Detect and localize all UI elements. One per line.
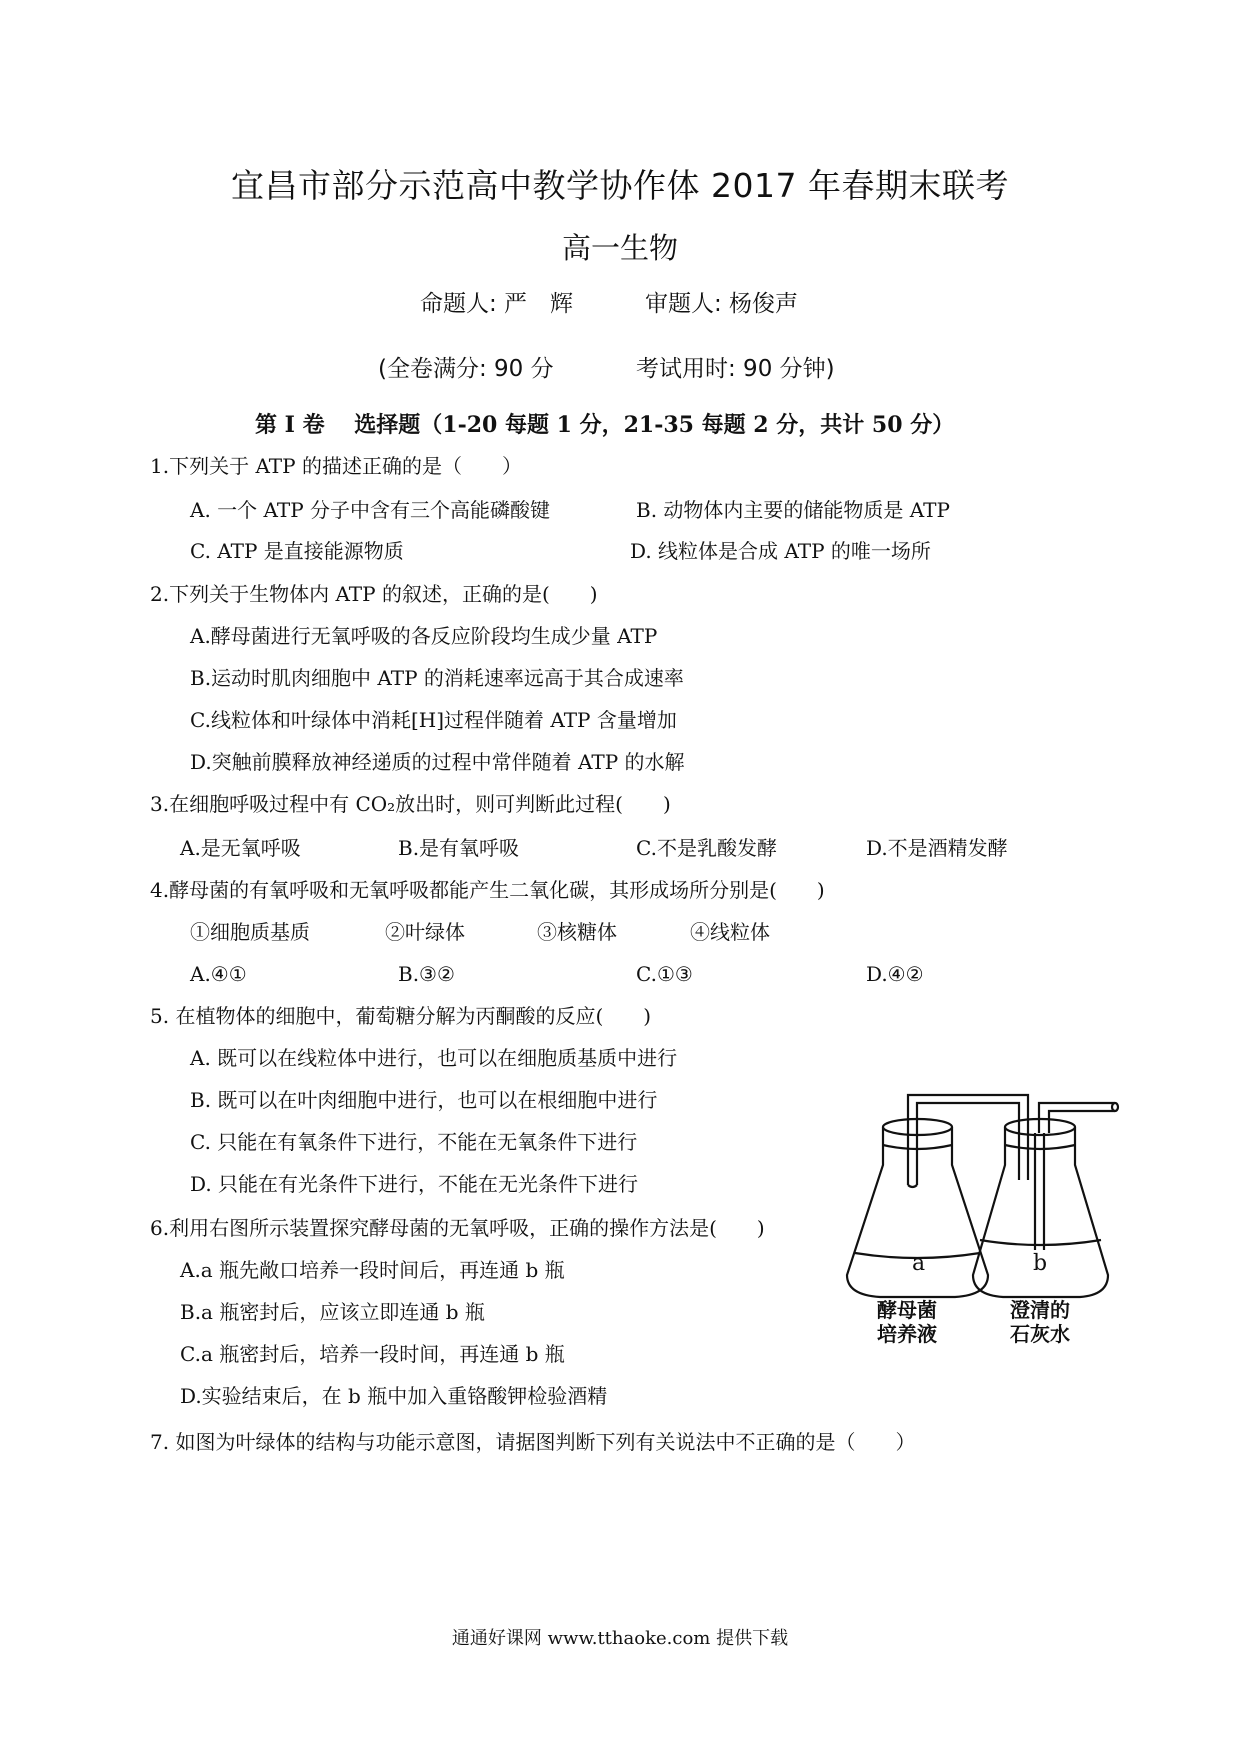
- q4-item-4: ④线粒体: [690, 920, 770, 944]
- fermentation-apparatus-figure: [835, 1085, 1125, 1345]
- connecting-tube: [908, 1095, 1028, 1133]
- q5-option-c: C. 只能在有氧条件下进行，不能在无氧条件下进行: [190, 1130, 638, 1154]
- time-info: 考试用时: 90 分钟): [636, 356, 835, 382]
- question-3-stem: 3.在细胞呼吸过程中有 CO₂放出时，则可判断此过程( ): [150, 792, 671, 816]
- outlet-tube: [1039, 1103, 1115, 1133]
- q5-option-d: D. 只能在有光条件下进行，不能在无光条件下进行: [190, 1172, 639, 1196]
- setter-label: 命题人: 严 辉: [420, 291, 574, 317]
- question-5-stem: 5. 在植物体的细胞中，葡萄糖分解为丙酮酸的反应( ): [150, 1004, 652, 1028]
- q3-option-c: C.不是乳酸发酵: [636, 836, 777, 860]
- q6-option-b: B.a 瓶密封后，应该立即连通 b 瓶: [180, 1300, 485, 1324]
- question-6-stem: 6.利用右图所示装置探究酵母菌的无氧呼吸，正确的操作方法是( ): [150, 1216, 765, 1240]
- q2-option-b: B.运动时肌肉细胞中 ATP 的消耗速率远高于其合成速率: [190, 666, 684, 690]
- subject-title: 高一生物: [561, 231, 678, 265]
- q1-option-d: D. 线粒体是合成 ATP 的唯一场所: [630, 539, 931, 563]
- q5-option-a: A. 既可以在线粒体中进行，也可以在细胞质基质中进行: [190, 1046, 678, 1070]
- q6-option-c: C.a 瓶密封后，培养一段时间，再连通 b 瓶: [180, 1342, 565, 1366]
- score-info: (全卷满分: 90 分: [378, 356, 554, 382]
- section-heading: 第 I 卷 选择题（1-20 每题 1 分，21-35 每题 2 分，共计 50 分）: [255, 412, 955, 438]
- flask-a-label-line2: 培养液: [877, 1322, 937, 1345]
- flask-b-letter: b: [1033, 1251, 1048, 1276]
- reviewer-label: 审题人: 杨俊声: [645, 291, 799, 317]
- question-1-stem: 1.下列关于 ATP 的描述正确的是（ ）: [150, 454, 522, 478]
- q2-option-c: C.线粒体和叶绿体中消耗[H]过程伴随着 ATP 含量增加: [190, 708, 677, 732]
- q6-option-d: D.实验结束后，在 b 瓶中加入重铬酸钾检验酒精: [180, 1384, 608, 1408]
- q1-option-a: A. 一个 ATP 分子中含有三个高能磷酸键: [190, 498, 551, 522]
- question-4-stem: 4.酵母菌的有氧呼吸和无氧呼吸都能产生二氧化碳，其形成场所分别是( ): [150, 878, 825, 902]
- q4-item-1: ①细胞质基质: [190, 920, 310, 944]
- question-2-stem: 2.下列关于生物体内 ATP 的叙述，正确的是( ): [150, 582, 598, 606]
- q3-option-d: D.不是酒精发酵: [866, 836, 1008, 860]
- q1-option-c: C. ATP 是直接能源物质: [190, 539, 404, 563]
- q4-option-b: B.③②: [398, 962, 455, 986]
- q4-option-c: C.①③: [636, 962, 693, 986]
- exam-title: 宜昌市部分示范高中教学协作体 2017 年春期末联考: [231, 166, 1009, 205]
- q4-item-2: ②叶绿体: [385, 920, 465, 944]
- q3-option-b: B.是有氧呼吸: [398, 836, 520, 860]
- connecting-tube-inner: [917, 1103, 1019, 1133]
- page-footer: 通通好课网 www.tthaoke.com 提供下载: [451, 1628, 789, 1649]
- flask-b-label-line1: 澄清的: [1010, 1298, 1070, 1322]
- flask-b-label-line2: 石灰水: [1010, 1322, 1070, 1345]
- q4-option-d: D.④②: [866, 962, 924, 986]
- flask-a-letter: a: [912, 1251, 926, 1276]
- q2-option-a: A.酵母菌进行无氧呼吸的各反应阶段均生成少量 ATP: [190, 624, 658, 648]
- q6-option-a: A.a 瓶先敞口培养一段时间后，再连通 b 瓶: [180, 1258, 565, 1282]
- outlet-tip: [1112, 1103, 1118, 1111]
- q5-option-b: B. 既可以在叶肉细胞中进行，也可以在根细胞中进行: [190, 1088, 658, 1112]
- q2-option-d: D.突触前膜释放神经递质的过程中常伴随着 ATP 的水解: [190, 750, 685, 774]
- q3-option-a: A.是无氧呼吸: [180, 836, 301, 860]
- q4-item-3: ③核糖体: [537, 920, 617, 944]
- q4-option-a: A.④①: [190, 962, 247, 986]
- question-7-stem: 7. 如图为叶绿体的结构与功能示意图，请据图判断下列有关说法中不正确的是（ ）: [150, 1430, 916, 1454]
- q1-option-b: B. 动物体内主要的储能物质是 ATP: [636, 498, 950, 522]
- flask-a-label-line1: 酵母菌: [877, 1298, 937, 1322]
